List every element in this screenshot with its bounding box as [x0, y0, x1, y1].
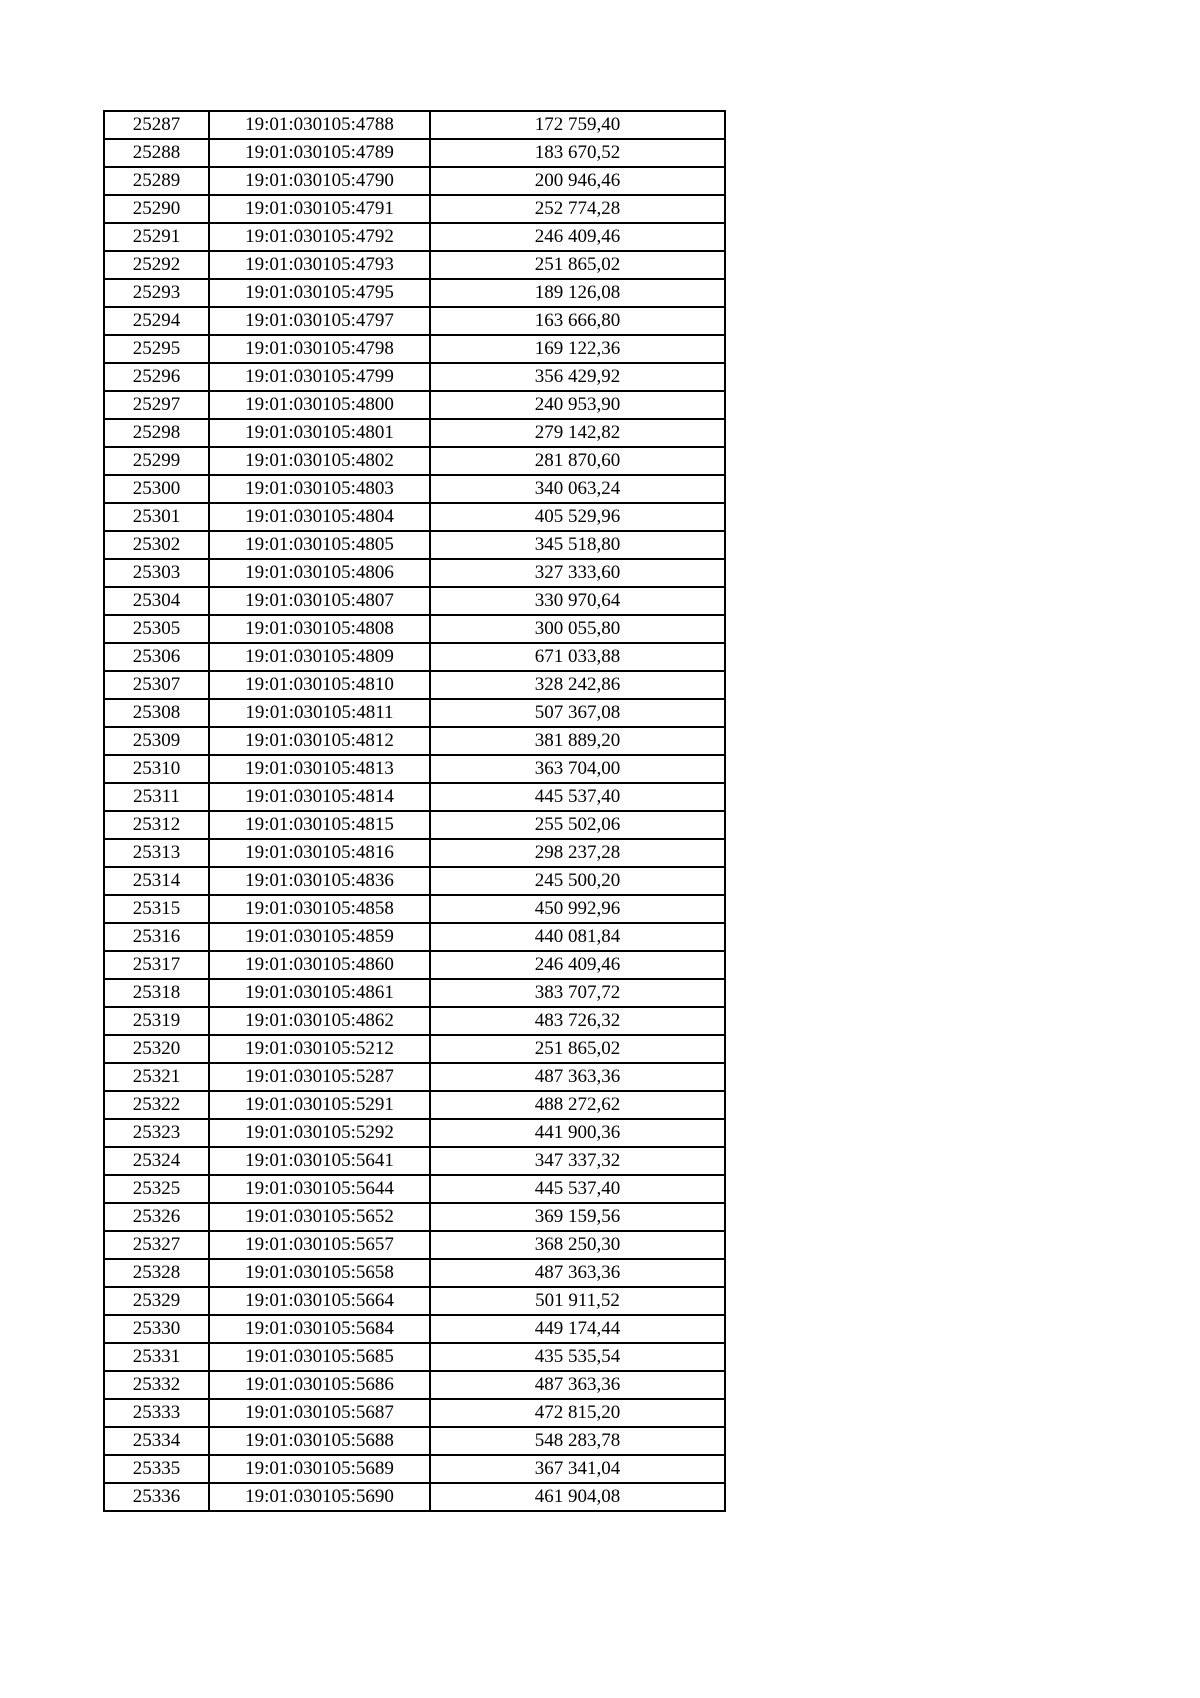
value-cell: 367 341,04 — [430, 1455, 725, 1483]
row-number-cell: 25297 — [104, 391, 209, 419]
cadastral-number-cell: 19:01:030105:4802 — [209, 447, 430, 475]
row-number-cell: 25305 — [104, 615, 209, 643]
table-row — [104, 223, 725, 251]
value-cell: 298 237,28 — [430, 839, 725, 867]
row-number-cell: 25300 — [104, 475, 209, 503]
value-cell: 300 055,80 — [430, 615, 725, 643]
row-number-cell: 25289 — [104, 167, 209, 195]
value-cell: 163 666,80 — [430, 307, 725, 335]
cadastral-number-cell: 19:01:030105:5685 — [209, 1343, 430, 1371]
table-row — [104, 531, 725, 559]
value-cell: 441 900,36 — [430, 1119, 725, 1147]
value-cell: 501 911,52 — [430, 1287, 725, 1315]
value-cell: 507 367,08 — [430, 699, 725, 727]
value-cell: 548 283,78 — [430, 1427, 725, 1455]
cadastral-number-cell: 19:01:030105:4861 — [209, 979, 430, 1007]
table-row — [104, 1063, 725, 1091]
table-row — [104, 1259, 725, 1287]
value-cell: 487 363,36 — [430, 1259, 725, 1287]
table-row — [104, 1371, 725, 1399]
table-row — [104, 867, 725, 895]
table-row — [104, 1455, 725, 1483]
table-row — [104, 391, 725, 419]
table-row — [104, 783, 725, 811]
cadastral-number-cell: 19:01:030105:4811 — [209, 699, 430, 727]
row-number-cell: 25310 — [104, 755, 209, 783]
value-cell: 279 142,82 — [430, 419, 725, 447]
table-row — [104, 951, 725, 979]
row-number-cell: 25317 — [104, 951, 209, 979]
cadastral-number-cell: 19:01:030105:5292 — [209, 1119, 430, 1147]
row-number-cell: 25332 — [104, 1371, 209, 1399]
value-cell: 461 904,08 — [430, 1483, 725, 1511]
value-cell: 183 670,52 — [430, 139, 725, 167]
table-row — [104, 1231, 725, 1259]
row-number-cell: 25301 — [104, 503, 209, 531]
cadastral-number-cell: 19:01:030105:5212 — [209, 1035, 430, 1063]
value-cell: 483 726,32 — [430, 1007, 725, 1035]
cadastral-number-cell: 19:01:030105:4808 — [209, 615, 430, 643]
row-number-cell: 25307 — [104, 671, 209, 699]
cadastral-number-cell: 19:01:030105:4803 — [209, 475, 430, 503]
row-number-cell: 25315 — [104, 895, 209, 923]
row-number-cell: 25313 — [104, 839, 209, 867]
cadastral-number-cell: 19:01:030105:4816 — [209, 839, 430, 867]
row-number-cell: 25290 — [104, 195, 209, 223]
table-row — [104, 1203, 725, 1231]
table-row — [104, 895, 725, 923]
row-number-cell: 25330 — [104, 1315, 209, 1343]
cadastral-number-cell: 19:01:030105:4836 — [209, 867, 430, 895]
value-cell: 445 537,40 — [430, 1175, 725, 1203]
table-row — [104, 447, 725, 475]
value-cell: 330 970,64 — [430, 587, 725, 615]
table-row — [104, 139, 725, 167]
cadastral-number-cell: 19:01:030105:5657 — [209, 1231, 430, 1259]
cadastral-number-cell: 19:01:030105:4790 — [209, 167, 430, 195]
row-number-cell: 25306 — [104, 643, 209, 671]
value-cell: 383 707,72 — [430, 979, 725, 1007]
value-cell: 435 535,54 — [430, 1343, 725, 1371]
row-number-cell: 25326 — [104, 1203, 209, 1231]
cadastral-number-cell: 19:01:030105:4799 — [209, 363, 430, 391]
value-cell: 450 992,96 — [430, 895, 725, 923]
cadastral-number-cell: 19:01:030105:5291 — [209, 1091, 430, 1119]
row-number-cell: 25336 — [104, 1483, 209, 1511]
value-cell: 255 502,06 — [430, 811, 725, 839]
table-row — [104, 1399, 725, 1427]
cadastral-number-cell: 19:01:030105:4807 — [209, 587, 430, 615]
row-number-cell: 25295 — [104, 335, 209, 363]
row-number-cell: 25298 — [104, 419, 209, 447]
cadastral-number-cell: 19:01:030105:4789 — [209, 139, 430, 167]
table-row — [104, 1287, 725, 1315]
row-number-cell: 25334 — [104, 1427, 209, 1455]
value-cell: 245 500,20 — [430, 867, 725, 895]
row-number-cell: 25293 — [104, 279, 209, 307]
value-cell: 671 033,88 — [430, 643, 725, 671]
row-number-cell: 25314 — [104, 867, 209, 895]
cadastral-number-cell: 19:01:030105:5641 — [209, 1147, 430, 1175]
cadastral-number-cell: 19:01:030105:5688 — [209, 1427, 430, 1455]
cadastral-number-cell: 19:01:030105:4859 — [209, 923, 430, 951]
table-body — [104, 111, 725, 1511]
row-number-cell: 25302 — [104, 531, 209, 559]
value-cell: 347 337,32 — [430, 1147, 725, 1175]
table-row — [104, 755, 725, 783]
row-number-cell: 25303 — [104, 559, 209, 587]
cadastral-number-cell: 19:01:030105:4813 — [209, 755, 430, 783]
table-row — [104, 615, 725, 643]
value-cell: 369 159,56 — [430, 1203, 725, 1231]
row-number-cell: 25327 — [104, 1231, 209, 1259]
value-cell: 189 126,08 — [430, 279, 725, 307]
row-number-cell: 25292 — [104, 251, 209, 279]
row-number-cell: 25299 — [104, 447, 209, 475]
table-row — [104, 475, 725, 503]
row-number-cell: 25322 — [104, 1091, 209, 1119]
table-row — [104, 1035, 725, 1063]
value-cell: 246 409,46 — [430, 223, 725, 251]
value-cell: 356 429,92 — [430, 363, 725, 391]
row-number-cell: 25291 — [104, 223, 209, 251]
cadastral-number-cell: 19:01:030105:4812 — [209, 727, 430, 755]
value-cell: 252 774,28 — [430, 195, 725, 223]
cadastral-number-cell: 19:01:030105:4809 — [209, 643, 430, 671]
table-row — [104, 1427, 725, 1455]
table-row — [104, 279, 725, 307]
cadastral-number-cell: 19:01:030105:4801 — [209, 419, 430, 447]
cadastral-number-cell: 19:01:030105:4804 — [209, 503, 430, 531]
table-row — [104, 1483, 725, 1511]
table-row — [104, 503, 725, 531]
table-row — [104, 979, 725, 1007]
cadastral-number-cell: 19:01:030105:4858 — [209, 895, 430, 923]
table-row — [104, 727, 725, 755]
cadastral-number-cell: 19:01:030105:4798 — [209, 335, 430, 363]
row-number-cell: 25321 — [104, 1063, 209, 1091]
value-cell: 240 953,90 — [430, 391, 725, 419]
table-row — [104, 699, 725, 727]
row-number-cell: 25318 — [104, 979, 209, 1007]
table-row — [104, 587, 725, 615]
value-cell: 340 063,24 — [430, 475, 725, 503]
value-cell: 487 363,36 — [430, 1371, 725, 1399]
table-row — [104, 307, 725, 335]
row-number-cell: 25325 — [104, 1175, 209, 1203]
row-number-cell: 25331 — [104, 1343, 209, 1371]
row-number-cell: 25294 — [104, 307, 209, 335]
row-number-cell: 25312 — [104, 811, 209, 839]
cadastral-number-cell: 19:01:030105:5684 — [209, 1315, 430, 1343]
table-row — [104, 1007, 725, 1035]
table-row — [104, 195, 725, 223]
value-cell: 328 242,86 — [430, 671, 725, 699]
cadastral-number-cell: 19:01:030105:4860 — [209, 951, 430, 979]
table-row — [104, 419, 725, 447]
table-row — [104, 251, 725, 279]
row-number-cell: 25296 — [104, 363, 209, 391]
table-row — [104, 1147, 725, 1175]
cadastral-number-cell: 19:01:030105:4806 — [209, 559, 430, 587]
table-row — [104, 559, 725, 587]
cadastral-number-cell: 19:01:030105:4810 — [209, 671, 430, 699]
cadastral-number-cell: 19:01:030105:4791 — [209, 195, 430, 223]
cadastral-number-cell: 19:01:030105:5664 — [209, 1287, 430, 1315]
row-number-cell: 25328 — [104, 1259, 209, 1287]
table-row — [104, 363, 725, 391]
table-row — [104, 1343, 725, 1371]
cadastral-number-cell: 19:01:030105:4862 — [209, 1007, 430, 1035]
value-cell: 327 333,60 — [430, 559, 725, 587]
table-row — [104, 811, 725, 839]
value-cell: 251 865,02 — [430, 251, 725, 279]
cadastral-number-cell: 19:01:030105:4792 — [209, 223, 430, 251]
value-cell: 363 704,00 — [430, 755, 725, 783]
row-number-cell: 25288 — [104, 139, 209, 167]
value-cell: 440 081,84 — [430, 923, 725, 951]
cadastral-number-cell: 19:01:030105:5690 — [209, 1483, 430, 1511]
cadastral-number-cell: 19:01:030105:4793 — [209, 251, 430, 279]
value-cell: 472 815,20 — [430, 1399, 725, 1427]
cadastral-number-cell: 19:01:030105:4800 — [209, 391, 430, 419]
value-cell: 281 870,60 — [430, 447, 725, 475]
value-cell: 487 363,36 — [430, 1063, 725, 1091]
cadastral-number-cell: 19:01:030105:4797 — [209, 307, 430, 335]
cadastral-number-cell: 19:01:030105:4814 — [209, 783, 430, 811]
cadastral-number-cell: 19:01:030105:5652 — [209, 1203, 430, 1231]
table-row — [104, 1175, 725, 1203]
row-number-cell: 25324 — [104, 1147, 209, 1175]
table-row — [104, 111, 725, 139]
row-number-cell: 25333 — [104, 1399, 209, 1427]
table-row — [104, 923, 725, 951]
table-row — [104, 1119, 725, 1147]
cadastral-number-cell: 19:01:030105:4815 — [209, 811, 430, 839]
row-number-cell: 25309 — [104, 727, 209, 755]
table-row — [104, 167, 725, 195]
row-number-cell: 25335 — [104, 1455, 209, 1483]
value-cell: 488 272,62 — [430, 1091, 725, 1119]
table-row — [104, 671, 725, 699]
cadastral-number-cell: 19:01:030105:4805 — [209, 531, 430, 559]
cadastral-number-cell: 19:01:030105:5658 — [209, 1259, 430, 1287]
table-row — [104, 839, 725, 867]
value-cell: 169 122,36 — [430, 335, 725, 363]
row-number-cell: 25316 — [104, 923, 209, 951]
value-cell: 345 518,80 — [430, 531, 725, 559]
cadastral-number-cell: 19:01:030105:5687 — [209, 1399, 430, 1427]
row-number-cell: 25287 — [104, 111, 209, 139]
value-cell: 405 529,96 — [430, 503, 725, 531]
value-cell: 246 409,46 — [430, 951, 725, 979]
value-cell: 172 759,40 — [430, 111, 725, 139]
row-number-cell: 25323 — [104, 1119, 209, 1147]
table-row — [104, 1315, 725, 1343]
cadastral-number-cell: 19:01:030105:4788 — [209, 111, 430, 139]
cadastral-number-cell: 19:01:030105:5644 — [209, 1175, 430, 1203]
value-cell: 251 865,02 — [430, 1035, 725, 1063]
value-cell: 200 946,46 — [430, 167, 725, 195]
value-cell: 368 250,30 — [430, 1231, 725, 1259]
table-row — [104, 643, 725, 671]
value-cell: 445 537,40 — [430, 783, 725, 811]
cadastral-number-cell: 19:01:030105:5287 — [209, 1063, 430, 1091]
row-number-cell: 25304 — [104, 587, 209, 615]
data-table — [103, 110, 726, 1512]
cadastral-number-cell: 19:01:030105:5689 — [209, 1455, 430, 1483]
row-number-cell: 25320 — [104, 1035, 209, 1063]
value-cell: 449 174,44 — [430, 1315, 725, 1343]
cadastral-number-cell: 19:01:030105:4795 — [209, 279, 430, 307]
row-number-cell: 25308 — [104, 699, 209, 727]
row-number-cell: 25311 — [104, 783, 209, 811]
row-number-cell: 25319 — [104, 1007, 209, 1035]
table-row — [104, 1091, 725, 1119]
value-cell: 381 889,20 — [430, 727, 725, 755]
row-number-cell: 25329 — [104, 1287, 209, 1315]
table-row — [104, 335, 725, 363]
cadastral-number-cell: 19:01:030105:5686 — [209, 1371, 430, 1399]
